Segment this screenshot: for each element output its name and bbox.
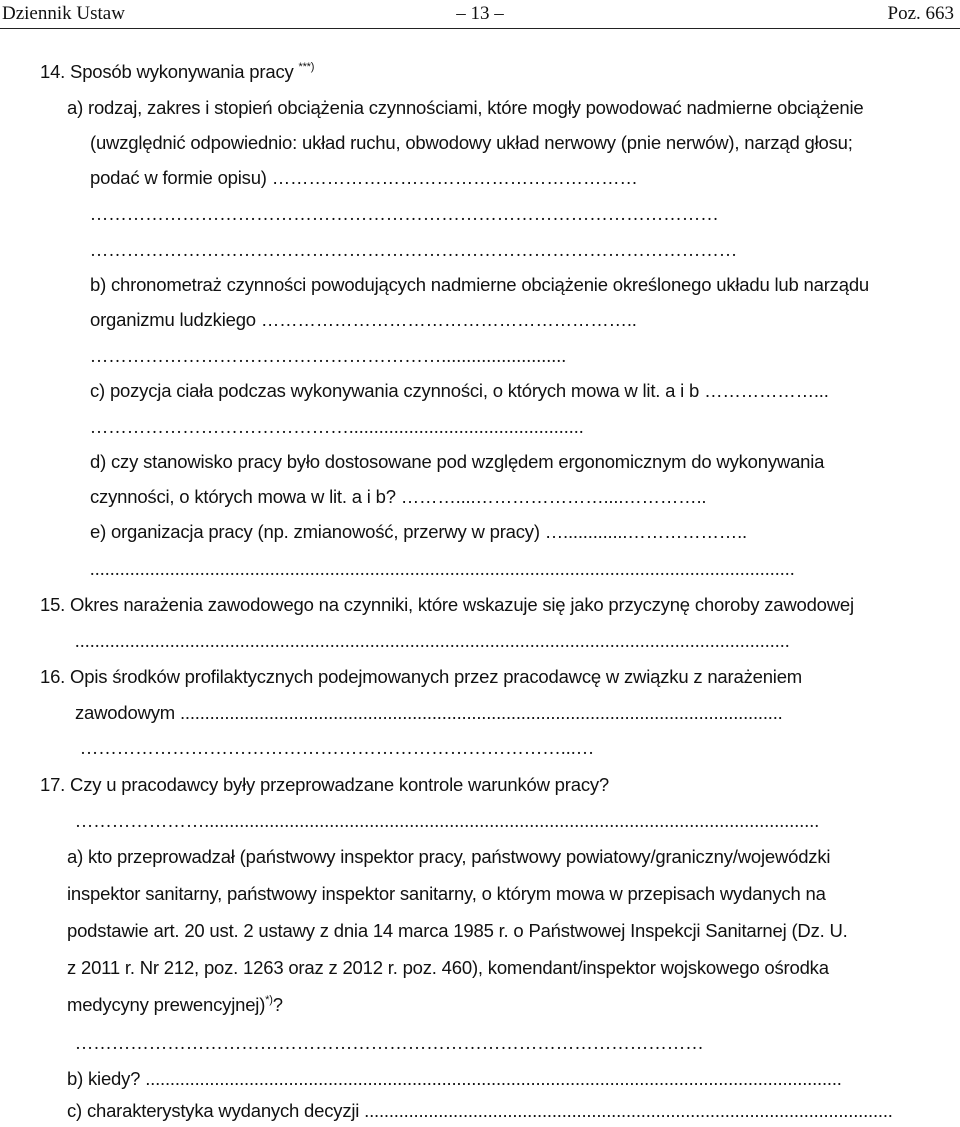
s14-d-line-2 [90, 485, 706, 509]
section-17-heading: 17. Czy u pracodawcy były przeprowadzane kontrole warunków pracy? [40, 774, 610, 795]
s17-a-line-1: a) kto przeprowadzał (państwowy inspektor pracy, państwowy powiatowy/graniczny/wojewódzki [67, 846, 831, 867]
answer-field-dots[interactable]: ……………………………………………………………………...… [80, 738, 595, 758]
s17-a-line-2: inspektor sanitarny, państwowy inspektor sanitarny, o którym mowa w przepisach wydanych na [67, 883, 826, 904]
section-14-heading-text: 14. Sposób wykonywania pracy [40, 61, 299, 82]
answer-field-dots[interactable]: …………………………………………………….. [260, 309, 637, 330]
s17-c-line [67, 1099, 925, 1123]
section-15-heading: 15. Okres narażenia zawodowego na czynniki, które wskazuje się jako przyczynę choroby zawodowej [40, 594, 854, 615]
answer-field-dots[interactable]: ............................................................................................................................................... [75, 631, 790, 651]
s14-d-line-1: d) czy stanowisko pracy było dostosowane pod względem ergonomicznym do wykonywania [90, 451, 825, 472]
s14-a-line-1: a) rodzaj, zakres i stopień obciążenia czynnościami, które mogły powodować nadmierne obciążenie [67, 97, 864, 118]
s17-b-line-text: b) kiedy? [67, 1068, 146, 1089]
answer-field-dots[interactable]: ............................................................................................................................................. [145, 1068, 842, 1089]
s14-a-line-3-text: podać w formie opisu) [90, 167, 272, 188]
answer-field-dots[interactable]: ........................................................................................................... [364, 1100, 893, 1121]
s17-a-line-5 [67, 993, 283, 1017]
answer-field-dots[interactable]: …………………………………………………......................... [90, 346, 567, 366]
question-mark: ? [272, 994, 283, 1015]
s17-c-line-text: c) charakterystyka wydanych decyzji [67, 1100, 365, 1121]
answer-field-dots[interactable]: .......................................................................................................................... [179, 702, 783, 723]
footnote-marker: *) [265, 994, 273, 1006]
s14-b-line-2 [90, 308, 637, 332]
s14-a-line-2: (uwzględnić odpowiednio: układ ruchu, obwodowy układ nerwowy (pnie nerwów), narząd głosu; [90, 132, 853, 153]
answer-field-dots[interactable]: ……………………………………............................................... [90, 417, 584, 437]
page-number: – 13 – [456, 3, 504, 24]
answer-field-dots[interactable]: ………………………………………………………………………………………… [75, 1033, 704, 1053]
journal-title: Dziennik Ustaw [2, 3, 125, 24]
section-16-line-2-text: zawodowym [75, 702, 180, 723]
s14-c-line-1-text: c) pozycja ciała podczas wykonywania czynności, o których mowa w lit. a i b [90, 380, 705, 401]
answer-field-dots[interactable]: …………………………………………………… [271, 167, 638, 188]
s14-a-line-3 [90, 166, 638, 190]
answer-field-dots[interactable]: ………………………………………………………………………………………… [90, 204, 719, 224]
s14-d-line-2-text: czynności, o których mowa w lit. a i b? [90, 486, 401, 507]
section-16-heading: 16. Opis środków profilaktycznych podejmowanych przez pracodawcę w związku z narażeniem [40, 666, 803, 687]
answer-field-dots[interactable]: ….............……………….. [544, 521, 747, 542]
answer-field-dots[interactable]: …………………………………………………………………………………………… [90, 240, 738, 260]
section-16-line-2 [75, 701, 783, 725]
section-14-heading [40, 60, 314, 84]
s14-e-line-1 [90, 520, 747, 544]
answer-field-dots[interactable]: ………....…………………....………….. [400, 486, 707, 507]
answer-field-dots[interactable]: …………………........................................................................................................................... [75, 811, 820, 831]
footnote-marker: ***) [298, 61, 315, 73]
s14-b-line-1: b) chronometraż czynności powodujących nadmierne obciążenie określonego układu lub narządu [90, 274, 869, 295]
item-position: Poz. 663 [887, 3, 954, 24]
s17-b-line [67, 1067, 925, 1091]
s17-a-line-5-text: medycyny prewencyjnej) [67, 994, 266, 1015]
s17-a-line-3: podstawie art. 20 ust. 2 ustawy z dnia 14 marca 1985 r. o Państwowej Inspekcji Sanitarnej (Dz. U. [67, 920, 848, 941]
answer-field-dots[interactable]: ………………... [704, 380, 829, 401]
s14-c-line-1 [90, 379, 829, 403]
answer-field-dots[interactable]: ............................................................................................................................................. [90, 559, 795, 579]
s14-e-line-1-text: e) organizacja pracy (np. zmianowość, przerwy w pracy) [90, 521, 545, 542]
s14-b-line-2-text: organizmu ludzkiego [90, 309, 261, 330]
s17-a-line-4: z 2011 r. Nr 212, poz. 1263 oraz z 2012 r. poz. 460), komendant/inspektor wojskowego ośrodka [67, 957, 829, 978]
